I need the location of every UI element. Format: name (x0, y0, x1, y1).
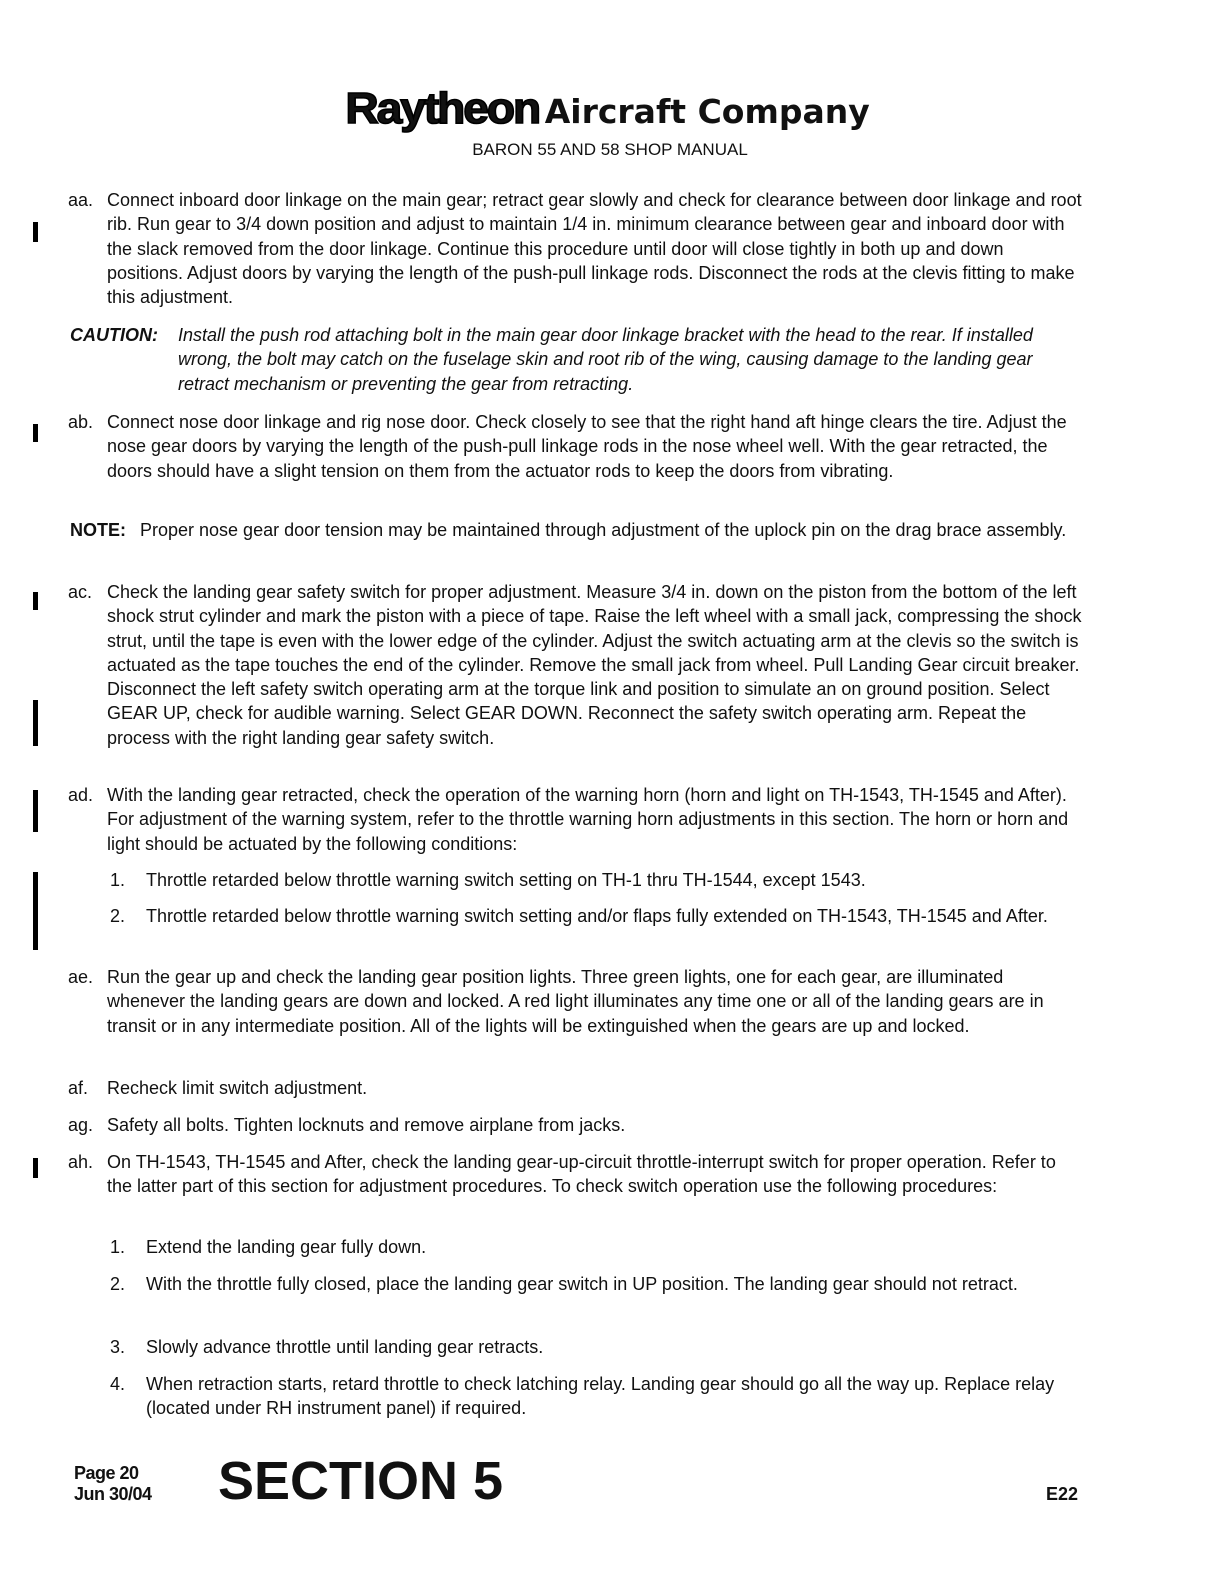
step-label: aa. (68, 190, 94, 210)
section-title: SECTION 5 (218, 1451, 504, 1511)
list-item: Extend the landing gear fully down. (146, 1237, 427, 1257)
list-item: With the throttle fully closed, place the landing gear switch in UP position. The landing gear should not retract. (146, 1274, 1018, 1294)
list-item: When retraction starts, retard throttle to check latching relay. Landing gear should go all the way up. Replace relay (located under RH instrument panel) if required. (146, 1374, 1055, 1419)
change-bar (33, 1158, 38, 1178)
list-number: 4. (110, 1374, 126, 1394)
note-label: NOTE: (70, 520, 126, 540)
step-label: ae. (68, 967, 94, 987)
step-ab-text: Connect nose door linkage and rig nose door. Check closely to see that the right hand aft hinge clears the tire. Adjust the nose gear doors by varying the length of the push-pull linkage rods in the nose wheel well. With the gear retracted, the doors should have a slight tension on them from the actuator rods to keep the doors from vibrating. (107, 412, 1067, 481)
page-code: E22 (1046, 1484, 1079, 1504)
step-ag-text: Safety all bolts. Tighten locknuts and remove airplane from jacks. (107, 1115, 626, 1135)
step-ae-text: Run the gear up and check the landing gear position lights. Three green lights, one for each gear, are illuminated whenever the landing gears are down and locked. A red light illuminates any time one or all of the landing gears are in transit or in any intermediate position. All of the lights will be extinguished when the gears are up and locked. (107, 967, 1044, 1036)
raytheon-logo (0, 84, 1220, 134)
list-number: 1. (110, 1237, 126, 1257)
step-label: ah. (68, 1152, 94, 1172)
list-number: 2. (110, 906, 126, 926)
change-bar (33, 222, 38, 242)
step-aa-text: Connect inboard door linkage on the main gear; retract gear slowly and check for clearance between door linkage and root rib. Run gear to 3/4 down position and adjust to maintain 1/4 in. minimum clearance between gear and inboard door with the slack removed from the door linkage. Continue this procedure until door will close tightly in both up and down positions. Adjust doors by varying the length of the push-pull linkage rods. Disconnect the rods at the clevis fitting to make this adjustment. (107, 190, 1082, 308)
note-text: Proper nose gear door tension may be maintained through adjustment of the uplock pin on the drag brace assembly. (140, 520, 1067, 540)
page-date: Jun 30/04 (74, 1484, 152, 1504)
list-item: Throttle retarded below throttle warning switch setting on TH-1 thru TH-1544, except 1543. (146, 870, 866, 890)
list-number: 1. (110, 870, 126, 890)
change-bar (33, 700, 38, 746)
page-info (74, 1463, 152, 1505)
logo-company: Aircraft Company (544, 92, 870, 131)
caution-text: Install the push rod attaching bolt in the main gear door linkage bracket with the head to the rear. If installed wrong, the bolt may catch on the fuselage skin and root rib of the wing, causing damage to the landing gear retract mechanism or preventing the gear from retracting. (178, 325, 1033, 394)
page-number: Page 20 (74, 1463, 139, 1483)
change-bar (33, 592, 38, 610)
step-ad-text: With the landing gear retracted, check the operation of the warning horn (horn and light on TH-1543, TH-1545 and After). For adjustment of the warning system, refer to the throttle warning horn adjustments in this section. The horn or horn and light should be actuated by the following conditions: (107, 785, 1069, 854)
change-bar (33, 424, 38, 442)
logo-brand: Raytheon (345, 84, 540, 133)
list-item: Slowly advance throttle until landing gear retracts. (146, 1337, 544, 1357)
step-label: ad. (68, 785, 94, 805)
step-ah-text: On TH-1543, TH-1545 and After, check the landing gear-up-circuit throttle-interrupt switch for proper operation. Refer to the latter part of this section for adjustment procedures. To check switch operation use the following procedures: (107, 1152, 1056, 1197)
caution-label: CAUTION: (70, 325, 158, 345)
list-number: 3. (110, 1337, 126, 1357)
manual-title: BARON 55 AND 58 SHOP MANUAL (472, 140, 748, 159)
step-label: ac. (68, 582, 93, 602)
step-label: ag. (68, 1115, 94, 1135)
change-bar (33, 790, 38, 832)
step-label: af. (68, 1078, 89, 1098)
step-label: ab. (68, 412, 94, 432)
step-af-text: Recheck limit switch adjustment. (107, 1078, 368, 1098)
list-item: Throttle retarded below throttle warning switch setting and/or flaps fully extended on TH-1543, TH-1545 and After. (146, 906, 1048, 926)
step-ac-text: Check the landing gear safety switch for proper adjustment. Measure 3/4 in. down on the piston from the bottom of the left shock strut cylinder and mark the piston with a piece of tape. Raise the left wheel with a small jack, compressing the shock strut, until the tape is even with the lower edge of the cylinder. Adjust the switch actuating arm at the clevis so the switch is actuated as the tape touches the end of the cylinder. Remove the small jack from wheel. Pull Landing Gear circuit breaker. Disconnect the left safety switch operating arm at the torque link and position to simulate an on ground position. Select GEAR UP, check for audible warning. Select GEAR DOWN. Reconnect the safety switch operating arm. Repeat the process with the right landing gear safety switch. (107, 582, 1082, 748)
list-number: 2. (110, 1274, 126, 1294)
change-bar (33, 872, 38, 950)
